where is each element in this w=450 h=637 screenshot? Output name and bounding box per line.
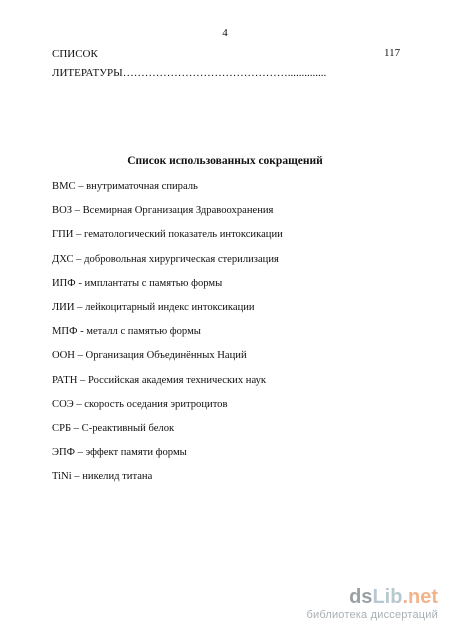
abbreviation-item: ЛИИ – лейкоцитарный индекс интоксикации: [52, 301, 255, 313]
toc-entry-leader: ЛИТЕРАТУРЫ………………………………………..............: [52, 67, 327, 79]
abbreviation-item: СОЭ – скорость оседания эритроцитов: [52, 398, 228, 410]
abbreviation-item: ВОЗ – Всемирная Организация Здравоохранения: [52, 205, 274, 217]
toc-entry-page: 117: [384, 47, 401, 59]
abbreviation-item: СРБ – С-реактивный белок: [52, 422, 175, 434]
abbreviation-item: ГПИ – гематологический показатель интоксикации: [52, 229, 283, 241]
watermark-subtitle: библиотека диссертаций: [306, 609, 438, 621]
abbreviation-item: ВМС – внутриматочная спираль: [52, 181, 198, 192]
abbreviation-item: ООН – Организация Объединённых Наций: [52, 350, 247, 362]
abbreviation-item: TiNi – никелид титана: [52, 471, 153, 483]
abbreviation-item: МПФ - металл с памятью формы: [52, 326, 201, 338]
abbreviation-item: ЭПФ – эффект памяти формы: [52, 447, 187, 459]
abbreviation-item: РАТН – Российская академия технических наук: [52, 374, 267, 386]
section-title: Список использованных сокращений: [127, 155, 323, 167]
abbreviation-item: ИПФ - имплантаты с памятью формы: [52, 277, 223, 289]
abbreviation-item: ДХС – добровольная хирургическая стерилизация: [52, 253, 279, 265]
watermark-logo: dsLib.net: [349, 586, 438, 608]
page-number: 4: [222, 27, 228, 39]
watermark: [278, 586, 438, 622]
abbreviation-list: [52, 180, 283, 494]
toc-entry-title: СПИСОК: [52, 48, 98, 60]
